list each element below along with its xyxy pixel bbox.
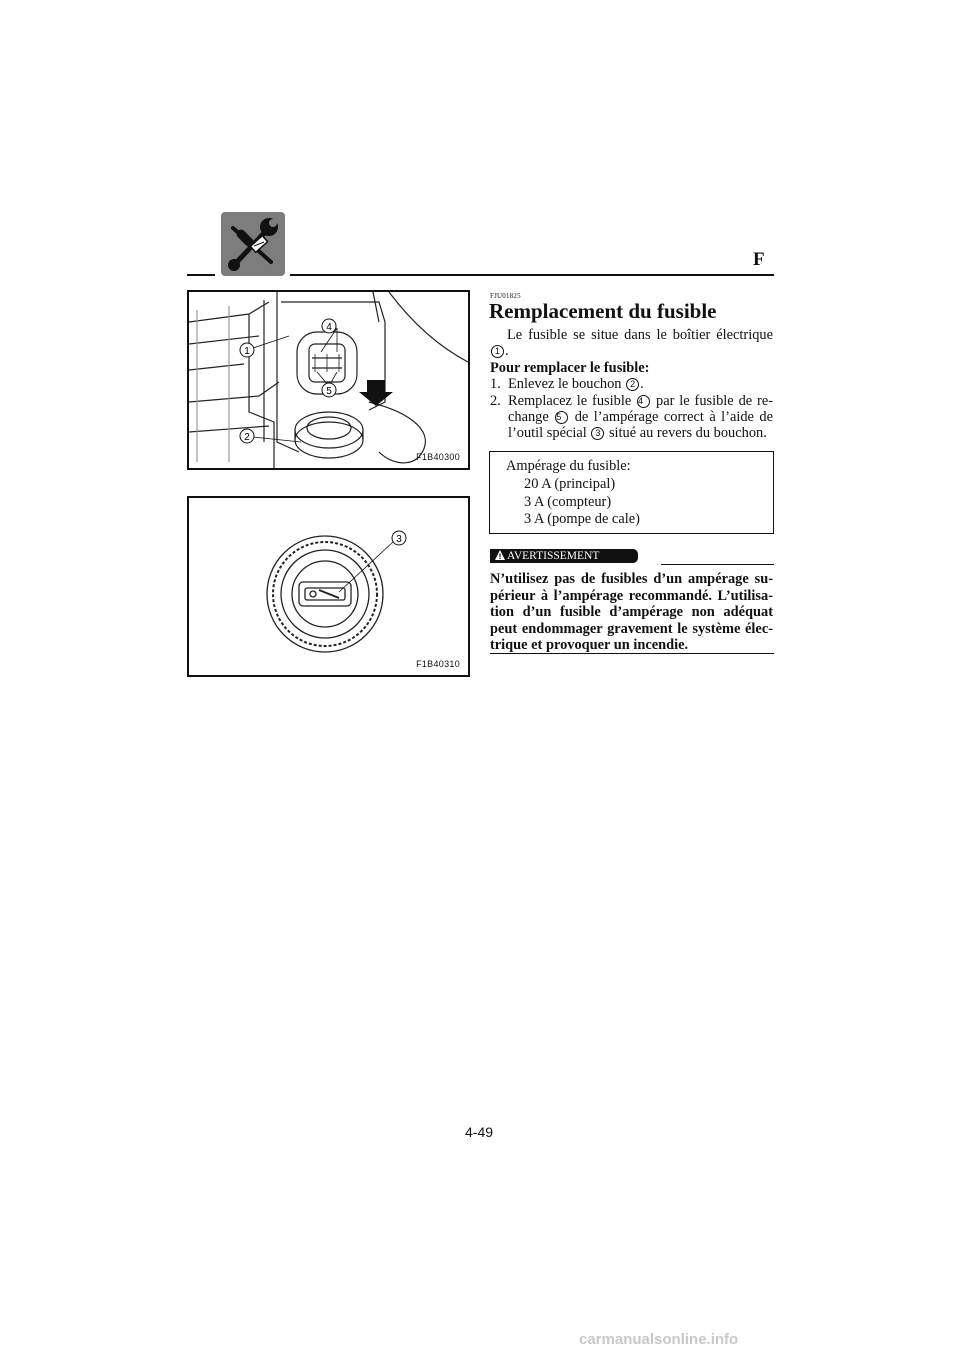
fuse-box-illustration [189, 292, 468, 468]
intro-text-end: 1 . [490, 343, 773, 360]
spec-item: 3 A (pompe de cale) [524, 511, 640, 527]
step-text: Enlevez le bouchon 2 . [508, 376, 644, 392]
header-rule-left [187, 274, 215, 276]
ref-number: 3 [591, 427, 604, 440]
step-number: 1. [490, 376, 501, 392]
callout-1: 1 [244, 346, 250, 357]
section-title: Remplacement du fusible [489, 299, 717, 323]
fuse-cap-illustration [189, 498, 468, 675]
spec-item: 20 A (principal) [524, 476, 616, 492]
fuse-box-figure [187, 290, 470, 470]
figure-code: F1B40310 [416, 659, 460, 669]
callout-2: 2 [244, 432, 250, 443]
warning-label: AVERTISSEMENT [490, 549, 638, 563]
document-code: FJU01825 [490, 292, 521, 300]
figure-code: F1B40300 [416, 452, 460, 462]
warning-icon [495, 550, 505, 564]
tools-icon [221, 212, 285, 276]
warning-text: N’utilisez pas de fusibles d’un ampérage su-périeur à l’ampérage recommandé. L’utilisa-tion d’un fusible d’ampérage non adéquat peut endommager gravement le système élec-trique et provoquer un incendie. [490, 571, 773, 653]
ref-number: 1 [491, 345, 504, 358]
page-number: 4-49 [465, 1124, 494, 1140]
fuse-spec-box [489, 451, 774, 534]
intro-text: Le fusible se situe dans le boîtier électrique [507, 327, 773, 343]
spec-heading: Ampérage du fusible: [506, 458, 631, 474]
step-text: change 5 de l’ampérage correct à l’aide de [508, 409, 773, 425]
watermark: carmanualsonline.info [579, 1331, 739, 1348]
step-text: Remplacez le fusible 4 par le fusible de re- [508, 393, 774, 409]
header-rule-right [290, 274, 774, 276]
callout-4: 4 [326, 322, 332, 333]
ref-number: 2 [626, 378, 639, 391]
ref-number: 5 [555, 411, 568, 424]
ref-number: 4 [637, 395, 650, 408]
warning-rule-top [661, 564, 774, 565]
spec-item: 3 A (compteur) [524, 494, 612, 510]
fuse-cap-figure [187, 496, 470, 677]
callout-5: 5 [326, 386, 332, 397]
language-letter: F [753, 249, 765, 270]
callout-3: 3 [396, 534, 402, 545]
step-number: 2. [490, 393, 501, 409]
warning-rule-bottom [490, 653, 774, 654]
howto-heading: Pour remplacer le fusible: [490, 360, 650, 376]
step-text: l’outil spécial 3 situé au revers du bouchon. [508, 425, 767, 441]
